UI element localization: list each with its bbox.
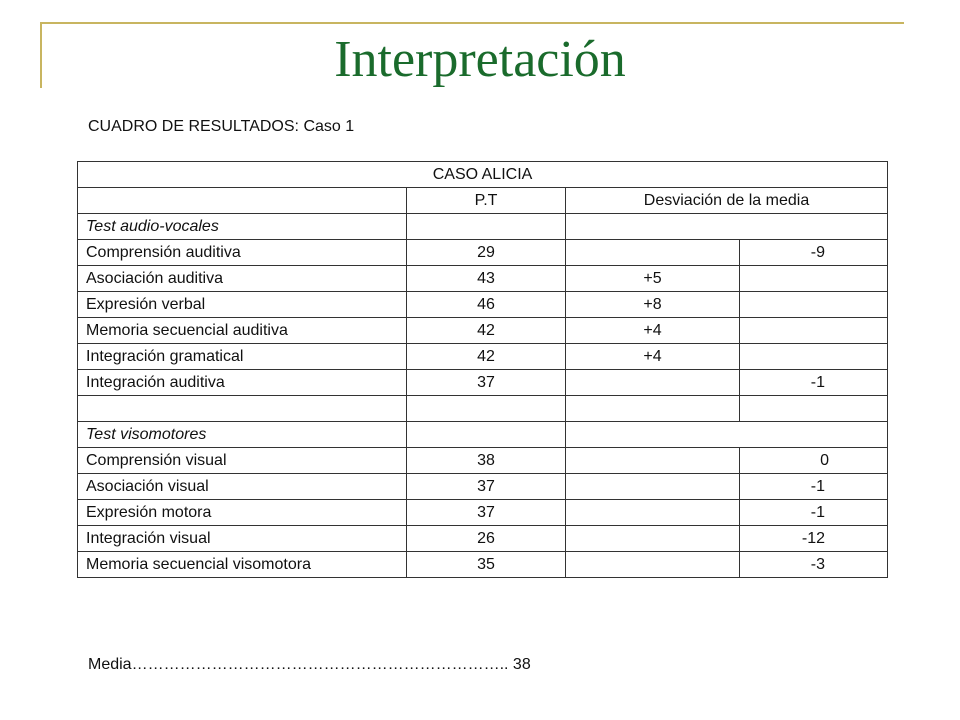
empty-cell [407,422,566,448]
test-name-cell: Integración gramatical [78,344,407,370]
negative-deviation-cell [740,344,888,370]
empty-cell [78,396,407,422]
section-name: Test audio-vocales [78,214,407,240]
negative-deviation-cell: -9 [740,240,888,266]
table-row [78,292,888,318]
table-row [78,344,888,370]
empty-cell [566,396,740,422]
negative-deviation-cell: -1 [740,370,888,396]
test-name-cell: Integración auditiva [78,370,407,396]
positive-deviation-cell: +5 [566,266,740,292]
deviation-column-header: Desviación de la media [566,188,888,214]
positive-deviation-cell [566,240,740,266]
pt-value-cell: 38 [407,448,566,474]
positive-deviation-cell: +4 [566,344,740,370]
blank-separator-row [78,396,888,422]
section-name: Test visomotores [78,422,407,448]
pt-value-cell: 42 [407,318,566,344]
pt-column-header: P.T [407,188,566,214]
table-row [78,266,888,292]
test-name-cell: Memoria secuencial auditiva [78,318,407,344]
negative-deviation-cell [740,318,888,344]
corner-rule-horizontal [40,22,904,24]
negative-deviation-cell [740,292,888,318]
empty-cell [740,396,888,422]
table-row [78,448,888,474]
test-name-cell: Comprensión auditiva [78,240,407,266]
test-name-cell: Comprensión visual [78,448,407,474]
case-title: CASO ALICIA [78,162,888,188]
table-row [78,240,888,266]
positive-deviation-cell [566,552,740,578]
media-line: Media…………………………………………………………….. 38 [88,656,531,673]
pt-value-cell: 37 [407,474,566,500]
negative-deviation-cell: -1 [740,474,888,500]
test-name-cell: Expresión motora [78,500,407,526]
negative-deviation-cell: -12 [740,526,888,552]
pt-value-cell: 37 [407,500,566,526]
table-row [78,370,888,396]
slide-title: Interpretación [334,31,626,88]
section-header-row [78,214,888,240]
positive-deviation-cell [566,526,740,552]
table-row [78,474,888,500]
results-table [77,161,888,578]
positive-deviation-cell: +8 [566,292,740,318]
case-title-row [78,162,888,188]
negative-deviation-cell: 0 [740,448,888,474]
empty-cell [566,214,888,240]
table-row [78,500,888,526]
pt-value-cell: 35 [407,552,566,578]
pt-value-cell: 29 [407,240,566,266]
negative-deviation-cell [740,266,888,292]
positive-deviation-cell [566,474,740,500]
test-name-cell: Expresión verbal [78,292,407,318]
positive-deviation-cell [566,448,740,474]
header-row [78,188,888,214]
empty-cell [566,422,888,448]
negative-deviation-cell: -1 [740,500,888,526]
test-name-cell: Asociación visual [78,474,407,500]
table-row [78,526,888,552]
pt-value-cell: 26 [407,526,566,552]
test-name-cell: Asociación auditiva [78,266,407,292]
empty-cell [407,396,566,422]
section-header-row [78,422,888,448]
empty-cell [407,214,566,240]
pt-value-cell: 46 [407,292,566,318]
positive-deviation-cell [566,500,740,526]
pt-value-cell: 43 [407,266,566,292]
pt-value-cell: 37 [407,370,566,396]
table-row [78,318,888,344]
test-name-cell: Integración visual [78,526,407,552]
pt-value-cell: 42 [407,344,566,370]
header-empty-cell [78,188,407,214]
table-row [78,552,888,578]
negative-deviation-cell: -3 [740,552,888,578]
positive-deviation-cell: +4 [566,318,740,344]
test-name-cell: Memoria secuencial visomotora [78,552,407,578]
positive-deviation-cell [566,370,740,396]
document-heading: CUADRO DE RESULTADOS: Caso 1 [88,118,355,135]
